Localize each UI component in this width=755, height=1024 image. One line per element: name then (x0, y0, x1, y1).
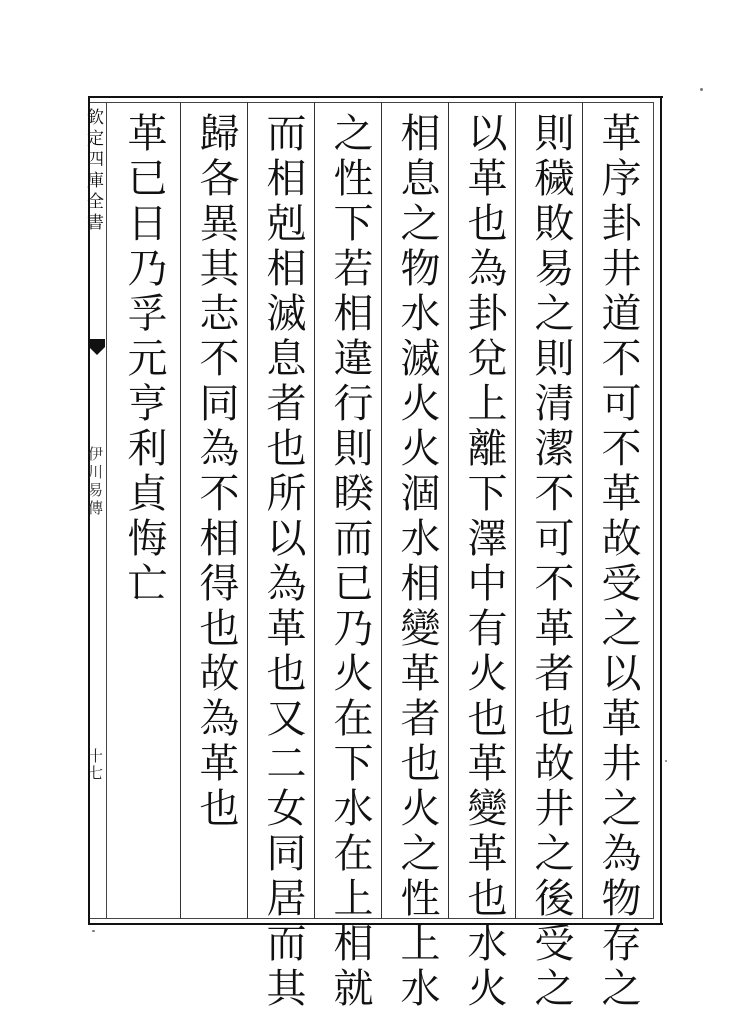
margin-book-name: 伊川易傳 (86, 446, 104, 518)
frame-top-inner-border (88, 102, 654, 103)
text-column-4: 相息之物水滅火火涸水相變革者也火之性上水 (394, 112, 440, 1012)
column-rule (582, 102, 583, 919)
column-rule (314, 102, 315, 919)
margin-page-number: 十七 (86, 748, 104, 782)
text-column-8: 革已日乃孚元亨利貞悔亡 (121, 112, 167, 607)
margin-collection-title: 欽定四庫全書 (83, 108, 103, 234)
column-rule (381, 102, 382, 919)
text-column-2: 則穢敗易之則清潔不可不革者也故井之後受之 (528, 112, 574, 1012)
scan-speck (700, 88, 703, 91)
text-column-7: 歸各異其志不同為不相得也故為革也 (193, 112, 239, 832)
frame-top-border (88, 96, 663, 98)
frame-bottom-border (88, 923, 663, 925)
scan-speck (92, 930, 95, 932)
scan-speck (665, 760, 667, 762)
fishtail-ornament-icon (88, 338, 106, 358)
column-rule (180, 102, 181, 919)
column-rule (448, 102, 449, 919)
column-rule (515, 102, 516, 919)
column-rule (247, 102, 248, 919)
frame-right-inner-border (653, 102, 654, 919)
frame-left-inner-border (106, 102, 107, 919)
text-column-3: 以革也為卦兌上離下澤中有火也革變革也水火 (461, 112, 507, 1012)
text-column-6: 而相剋相滅息者也所以為革也又二女同居而其 (260, 112, 306, 1012)
frame-right-border (660, 96, 662, 925)
text-column-5: 之性下若相違行則睽而已乃火在下水在上相就 (327, 112, 373, 1012)
text-column-1: 革序卦井道不可不革故受之以革井之為物存之 (595, 112, 641, 1012)
